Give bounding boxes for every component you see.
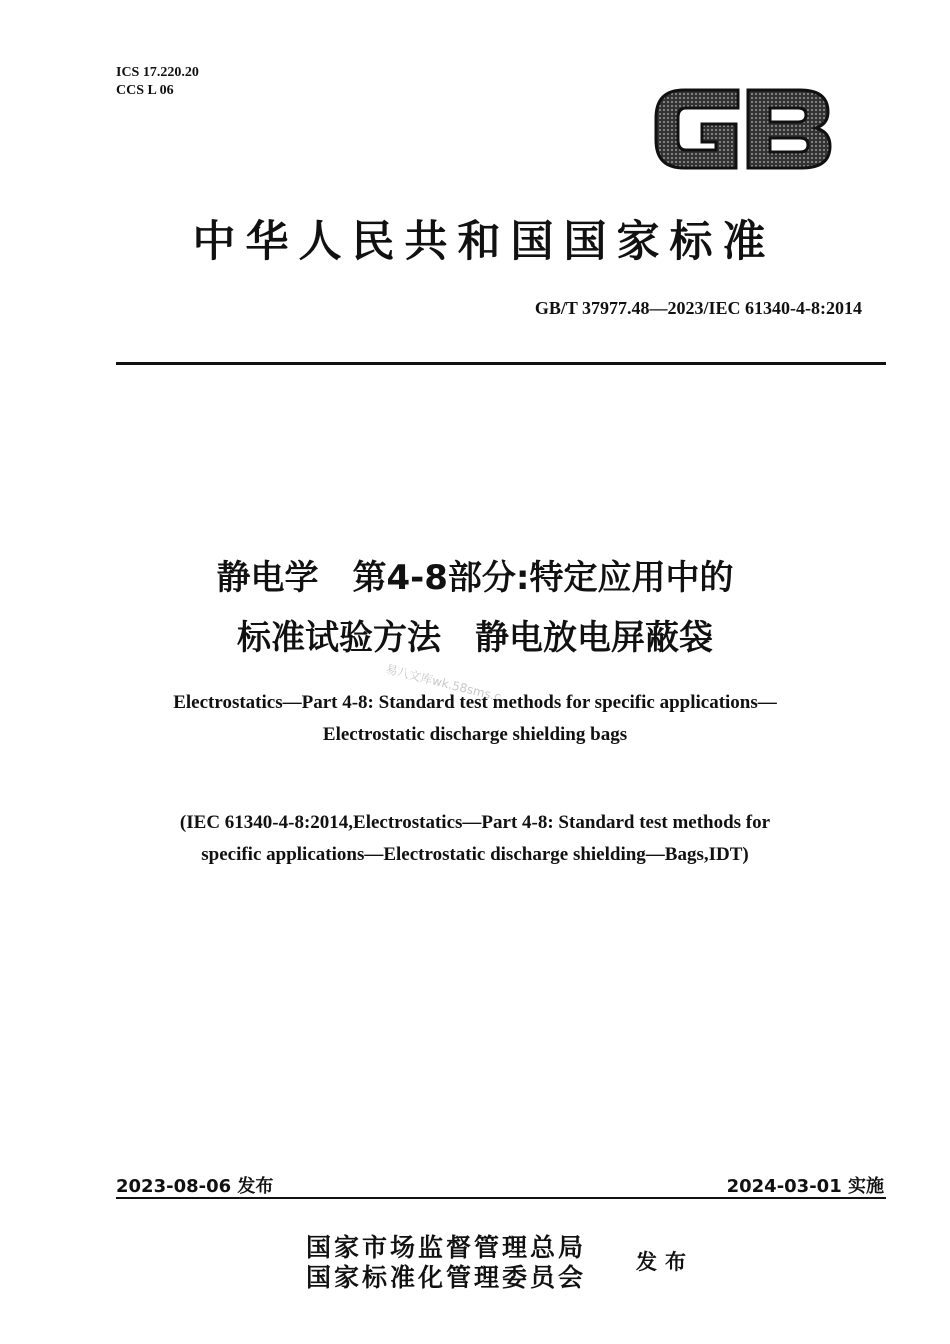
publish-label: 发布 — [636, 1249, 694, 1274]
chinese-title-line2: 标准试验方法 静电放电屏蔽袋 — [237, 618, 713, 658]
agency-samr: 国家市场监督管理总局 — [306, 1233, 587, 1262]
english-title-line1: Electrostatics—Part 4-8: Standard test methods for specific applications— — [173, 692, 777, 713]
english-title-line2: Electrostatic discharge shielding bags — [322, 724, 628, 745]
chinese-title-line1: 静电学 第4-8部分:特定应用中的 — [216, 558, 734, 598]
equivalent-standard-line2: specific applications—Electrostatic discharge shielding—Bags,IDT) — [201, 844, 749, 865]
footer-divider — [116, 1197, 886, 1199]
issue-date: 2023-08-06 发布 — [116, 1176, 274, 1197]
implementation-date: 2024-03-01 实施 — [726, 1176, 884, 1197]
ics-code: ICS 17.220.20 — [116, 65, 199, 80]
equivalent-standard-line1: (IEC 61340-4-8:2014,Electrostatics—Part 4-8: Standard test methods for — [179, 812, 771, 833]
standard-number: GB/T 37977.48—2023/IEC 61340-4-8:2014 — [534, 298, 862, 318]
classification-codes — [116, 64, 199, 100]
gb-logo-icon — [650, 80, 836, 176]
ccs-code: CCS L 06 — [116, 83, 174, 98]
national-standard-title: 中华人民共和国国家标准 — [192, 217, 776, 267]
issuing-agencies — [0, 1228, 950, 1292]
agency-sac: 国家标准化管理委员会 — [306, 1263, 587, 1292]
header-divider — [116, 362, 886, 365]
watermark: 易八文库wk.58sms.c — [384, 661, 503, 705]
